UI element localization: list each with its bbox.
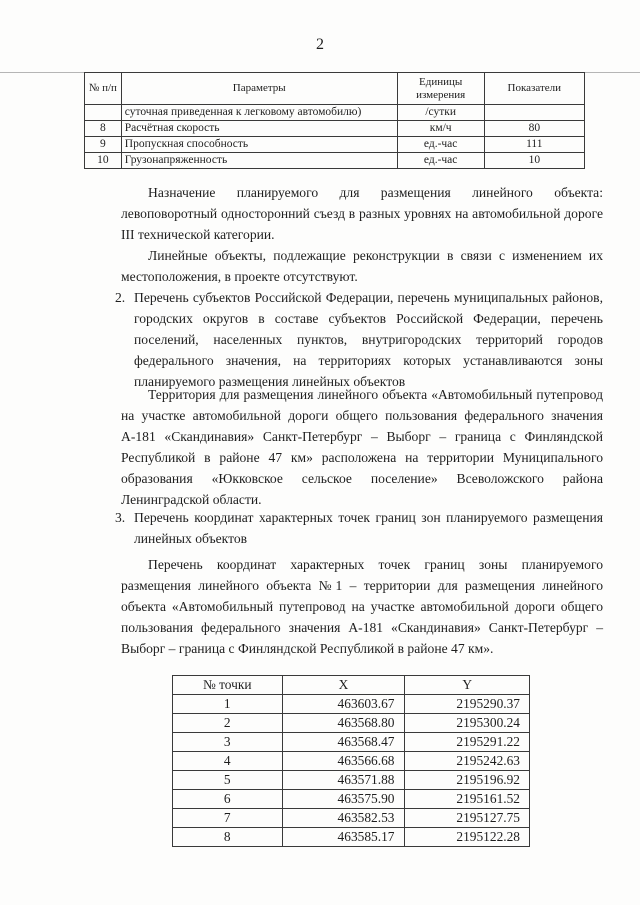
header-x: X — [282, 676, 405, 695]
coordinates-table-header — [173, 676, 530, 695]
point-y: 2195196.92 — [405, 771, 530, 790]
row-param: Грузонапряженность — [121, 153, 397, 169]
purpose-section — [121, 182, 603, 287]
row-unit: ед.-час — [397, 153, 484, 169]
header-num: № п/п — [85, 73, 122, 105]
row-value: 80 — [484, 121, 584, 137]
table-row — [173, 733, 530, 752]
row-param: Расчётная скорость — [121, 121, 397, 137]
row-unit: /сутки — [397, 105, 484, 121]
table-row — [173, 695, 530, 714]
section-number: 3. — [115, 510, 126, 525]
row-param: Пропускная способность — [121, 137, 397, 153]
table-row — [173, 752, 530, 771]
table-row — [85, 121, 585, 137]
point-x: 463568.80 — [282, 714, 405, 733]
territory-section — [121, 384, 603, 510]
page-number: 2 — [316, 36, 324, 53]
coordinates-table — [172, 675, 530, 847]
point-y: 2195290.37 — [405, 695, 530, 714]
table-row — [85, 137, 585, 153]
point-y: 2195291.22 — [405, 733, 530, 752]
section-title: Перечень координат характерных точек границ зон планируемого размещения линейных объектов — [134, 510, 603, 546]
paragraph-territory: Территория для размещения линейного объекта «Автомобильный путепровод на участке автомобильной дороги общего пользования федерального значения А-181 «Скандинавия» Санкт-Петербург – Выборг – граница с Финляндской Республикой в районе 47 км» расположена на территории Муниципального образования «Юкковское сельское поселение» Всеволожского района Ленинградской области. — [121, 387, 603, 507]
table-row — [173, 790, 530, 809]
section-heading-2 — [115, 287, 603, 392]
header-unit: Единицы измерения — [397, 73, 484, 105]
point-number: 1 — [173, 695, 283, 714]
point-x: 463585.17 — [282, 828, 405, 847]
row-num: 9 — [85, 137, 122, 153]
point-x: 463571.88 — [282, 771, 405, 790]
point-y: 2195300.24 — [405, 714, 530, 733]
paragraph-purpose: Назначение планируемого для размещения линейного объекта: левоповоротный односторонний съезд в разных уровнях на автомобильной дороге III технической категории. — [121, 185, 603, 242]
point-x: 463603.67 — [282, 695, 405, 714]
row-num — [85, 105, 122, 121]
table-row — [173, 809, 530, 828]
header-value: Показатели — [484, 73, 584, 105]
coordinates-intro-section — [121, 554, 603, 659]
row-value: 10 — [484, 153, 584, 169]
point-y: 2195122.28 — [405, 828, 530, 847]
point-number: 6 — [173, 790, 283, 809]
row-num: 8 — [85, 121, 122, 137]
parameters-table-header — [85, 73, 585, 105]
header-param: Параметры — [121, 73, 397, 105]
table-row — [85, 153, 585, 169]
point-y: 2195161.52 — [405, 790, 530, 809]
row-num: 10 — [85, 153, 122, 169]
section-heading-3 — [115, 507, 603, 549]
paragraph-coordinates-intro: Перечень координат характерных точек границ зоны планируемого размещения линейного объекта №1 – территории для размещения линейного объекта «Автомобильный путепровод на участке автомобильной дороги общего пользования федерального значения А-181 «Скандинавия» Санкт-Петербург – Выборг – граница с Финляндской Республикой в районе 47 км». — [121, 557, 603, 656]
point-x: 463568.47 — [282, 733, 405, 752]
point-number: 2 — [173, 714, 283, 733]
point-number: 5 — [173, 771, 283, 790]
header-point: № точки — [173, 676, 283, 695]
row-unit: км/ч — [397, 121, 484, 137]
point-number: 8 — [173, 828, 283, 847]
row-unit: ед.-час — [397, 137, 484, 153]
paragraph-reconstruction: Линейные объекты, подлежащие реконструкции в связи с изменением их местоположения, в проекте отсутствуют. — [121, 248, 603, 284]
section-number: 2. — [115, 290, 126, 305]
row-value — [484, 105, 584, 121]
point-y: 2195127.75 — [405, 809, 530, 828]
table-row — [173, 714, 530, 733]
row-param: суточная приведенная к легковому автомобилю) — [121, 105, 397, 121]
parameters-table — [84, 72, 585, 169]
point-x: 463566.68 — [282, 752, 405, 771]
row-value: 111 — [484, 137, 584, 153]
section-title: Перечень субъектов Российской Федерации, перечень муниципальных районов, городских округов в составе субъектов Российской Федерации, перечень поселений, населенных пунктов, внутригородских территорий городов федерального значения, на территориях которых устанавливаются зоны планируемого размещения линейных объектов — [134, 290, 603, 389]
table-row — [173, 771, 530, 790]
table-row — [173, 828, 530, 847]
point-number: 4 — [173, 752, 283, 771]
point-number: 3 — [173, 733, 283, 752]
point-number: 7 — [173, 809, 283, 828]
table-row — [85, 105, 585, 121]
point-x: 463582.53 — [282, 809, 405, 828]
point-x: 463575.90 — [282, 790, 405, 809]
header-y: Y — [405, 676, 530, 695]
point-y: 2195242.63 — [405, 752, 530, 771]
